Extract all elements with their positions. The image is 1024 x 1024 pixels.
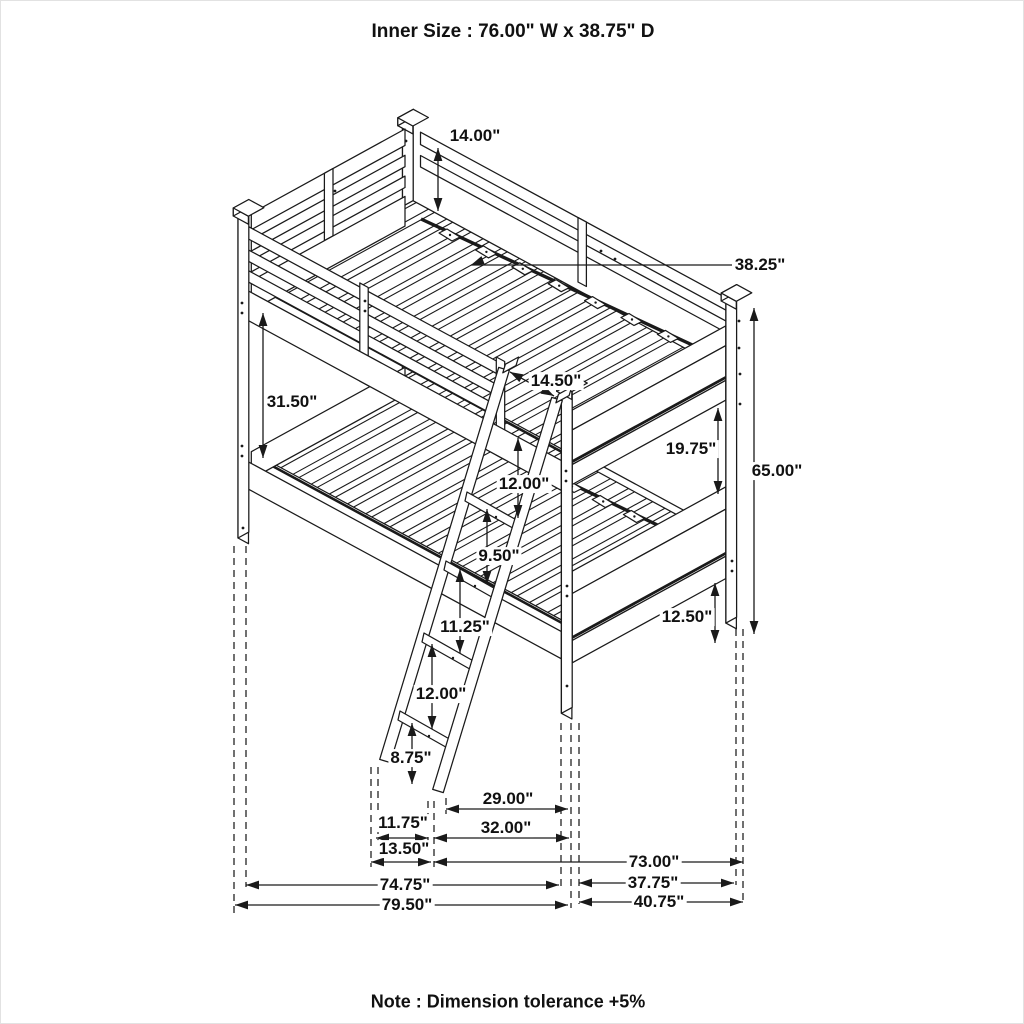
dim-step-gap-2: 11.25"	[440, 617, 490, 637]
dim-inner-depth: 37.75"	[627, 873, 679, 893]
tolerance-note: Note : Dimension tolerance +5%	[370, 991, 646, 1012]
dim-bunk-spacing: 31.50"	[266, 392, 318, 412]
dim-rail-to-first-step: 12.00"	[498, 474, 550, 494]
dim-rail-length: 74.75"	[379, 875, 431, 895]
dim-upper-bed-depth: 38.25"	[734, 255, 786, 275]
dim-step-to-floor: 8.75"	[390, 748, 432, 768]
dim-lower-rail-height: 12.50"	[661, 607, 713, 627]
dim-ladder-foot-offset: 13.50"	[378, 839, 430, 859]
inner-size-title: Inner Size : 76.00" W x 38.75" D	[371, 21, 655, 42]
dim-inner-length: 73.00"	[628, 852, 680, 872]
dim-ladder-opening: 14.50"	[530, 371, 582, 391]
dim-guard-rail-height: 14.00"	[449, 126, 501, 146]
dim-overall-depth: 40.75"	[633, 892, 685, 912]
dim-step-gap-3: 12.00"	[415, 684, 467, 704]
dim-overall-height: 65.00"	[751, 461, 803, 481]
bunk-bed-isometric-diagram	[1, 1, 1024, 1024]
dim-headboard-gap: 19.75"	[665, 439, 717, 459]
dim-ladder-projection-outer: 32.00"	[480, 818, 532, 838]
dim-step-gap-1: 9.50"	[478, 546, 520, 566]
dim-ladder-foot-depth: 11.75"	[378, 813, 428, 833]
dim-ladder-projection-inner: 29.00"	[482, 789, 534, 809]
dim-overall-length: 79.50"	[381, 895, 433, 915]
